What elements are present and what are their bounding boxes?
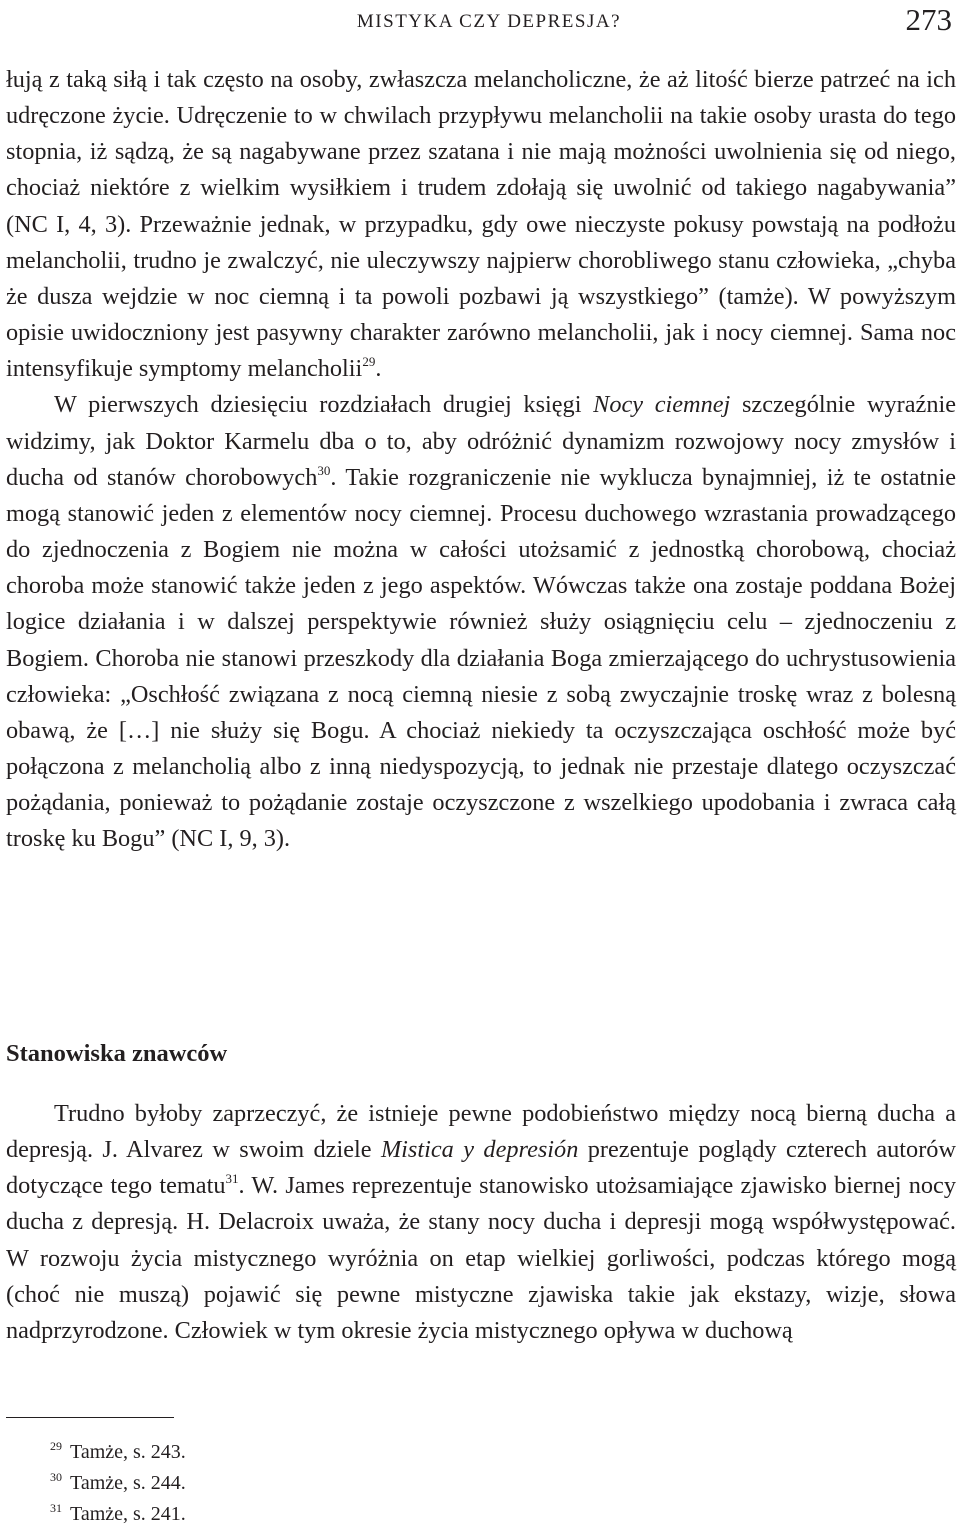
- main-text-section-1: [6, 62, 956, 857]
- paragraph-2: [6, 387, 956, 857]
- footnote-number: 31: [50, 1501, 62, 1515]
- paragraph-3: [6, 1096, 956, 1349]
- paragraph-1-end: .: [375, 355, 382, 383]
- paragraph-3-text-b: prezentuje poglądy czterech autorów dotyczące tego tematu: [6, 1136, 956, 1200]
- footnote-ref-29: 29: [362, 354, 376, 370]
- section-heading: Stanowiska znawców: [6, 1040, 228, 1067]
- paragraph-2-text-c: . Takie rozgraniczenie nie wyklucza bynajmniej, iż te ostatnie mogą stanowić jeden z elementów nocy ciemnej. Procesu duchowego wzrastania prowadzącego do zjednoczenia z Bogiem nie można w całości utożsamić z jednostką chorobową, chociaż choroba może stanowić także jeden z jego aspektów. Wówczas także ona zostaje poddana Bożej logice działania i w dalszej perspektywie również służy osiągnięciu celu – zjednoczeniu z Bogiem. Choroba nie stanowi przeszkody dla działania Boga zmierzającego do uchrystusowienia człowieka: „Oschłość związana z nocą ciemną niesie z sobą zwyczajnie troskę wraz z bolesną obawą, że […] nie służy się Bogu. A chociaż niekiedy ta oczyszczająca oschłość może być połączona z melancholią albo z inną niedyspozycją, to jednak nie przestaje dlatego oczyszczać pożądania, ponieważ to pożądanie zostaje oczyszczone z wszelkiego upodobania i zwraca całą troskę ku Bogu” (NC I, 9, 3).: [6, 463, 956, 853]
- paragraph-3-text-c: . W. James reprezentuje stanowisko utożsamiające zjawisko biernej nocy ducha z depresją. H. Delacroix uważa, że stany nocy ducha i depresji mogą współwystępować. W rozwoju życia mistycznego wyróżnia on etap wielkiej gorliwości, podczas którego mogą (choć nie muszą) pojawić się pewne mistyczne zjawiska takie jak ekstazy, wizje, słowa nadprzyrodzone. Człowiek w tym okresie życia mistycznego opływa w duchową: [6, 1172, 956, 1344]
- footnote-number: 30: [50, 1470, 62, 1484]
- footnote-29: [50, 1437, 186, 1468]
- footnote-text: Tamże, s. 243.: [70, 1441, 186, 1463]
- running-header: [6, 2, 956, 42]
- footnote-30: [50, 1468, 186, 1499]
- footnote-31: [50, 1499, 186, 1530]
- footnote-separator: [6, 1417, 174, 1418]
- footnotes: [50, 1437, 186, 1530]
- footnote-number: 29: [50, 1439, 62, 1453]
- paragraph-1-text: łują z taką siłą i tak często na osoby, zwłaszcza melancholiczne, że aż litość bierze patrzeć na ich udręczone życie. Udręczenie to w chwilach przypływu melancholii na takie osoby urasta do tego stopnia, iż sądzą, że są nagabywane przez szatana i nie mają możności uwolnienia się od niego, chociaż niektóre z wielkim wysiłkiem i trudem zdołają się uwolnić od takiego nagabywania” (NC I, 4, 3). Przeważnie jednak, w przypadku, gdy owe nieczyste pokusy powstają na podłożu melancholii, trudno je zwalczyć, nie uleczywszy najpierw chorobliwego stanu człowieka, „chyba że dusza wejdzie w noc ciemną i ta powoli pozbawi ją wszystkiego” (tamże). W powyższym opisie uwidoczniony jest pasywny charakter zarówno melancholii, jak i nocy ciemnej. Sama noc intensyfikuje symptomy melancholii: [6, 66, 956, 383]
- main-text-section-2: [6, 1096, 956, 1349]
- footnote-ref-31: 31: [225, 1171, 239, 1187]
- footnote-text: Tamże, s. 244.: [70, 1472, 186, 1494]
- paragraph-2-text-b: szczególnie wyraźnie widzimy, jak Doktor Karmelu dba o to, aby odróżnić dynamizm rozwojowy nocy zmysłów i ducha od stanów chorobowych: [6, 391, 957, 491]
- paragraph-1: [6, 62, 956, 387]
- page-number: 273: [905, 2, 952, 37]
- paragraph-2-text-a: W pierwszych dziesięciu rozdziałach drugiej księgi: [54, 391, 594, 419]
- footnote-ref-30: 30: [317, 462, 331, 478]
- footnote-text: Tamże, s. 241.: [70, 1503, 186, 1525]
- running-title: MISTYKA CZY DEPRESJA?: [356, 11, 621, 32]
- book-title-mistica: Mistica y depresión: [380, 1136, 579, 1164]
- paragraph-3-text-a: Trudno byłoby zaprzeczyć, że istnieje pewne podobieństwo między nocą bierną ducha a depresją. J. Alvarez w swoim dziele: [6, 1100, 956, 1164]
- book-title-noc-ciemna: Nocy ciemnej: [593, 391, 731, 419]
